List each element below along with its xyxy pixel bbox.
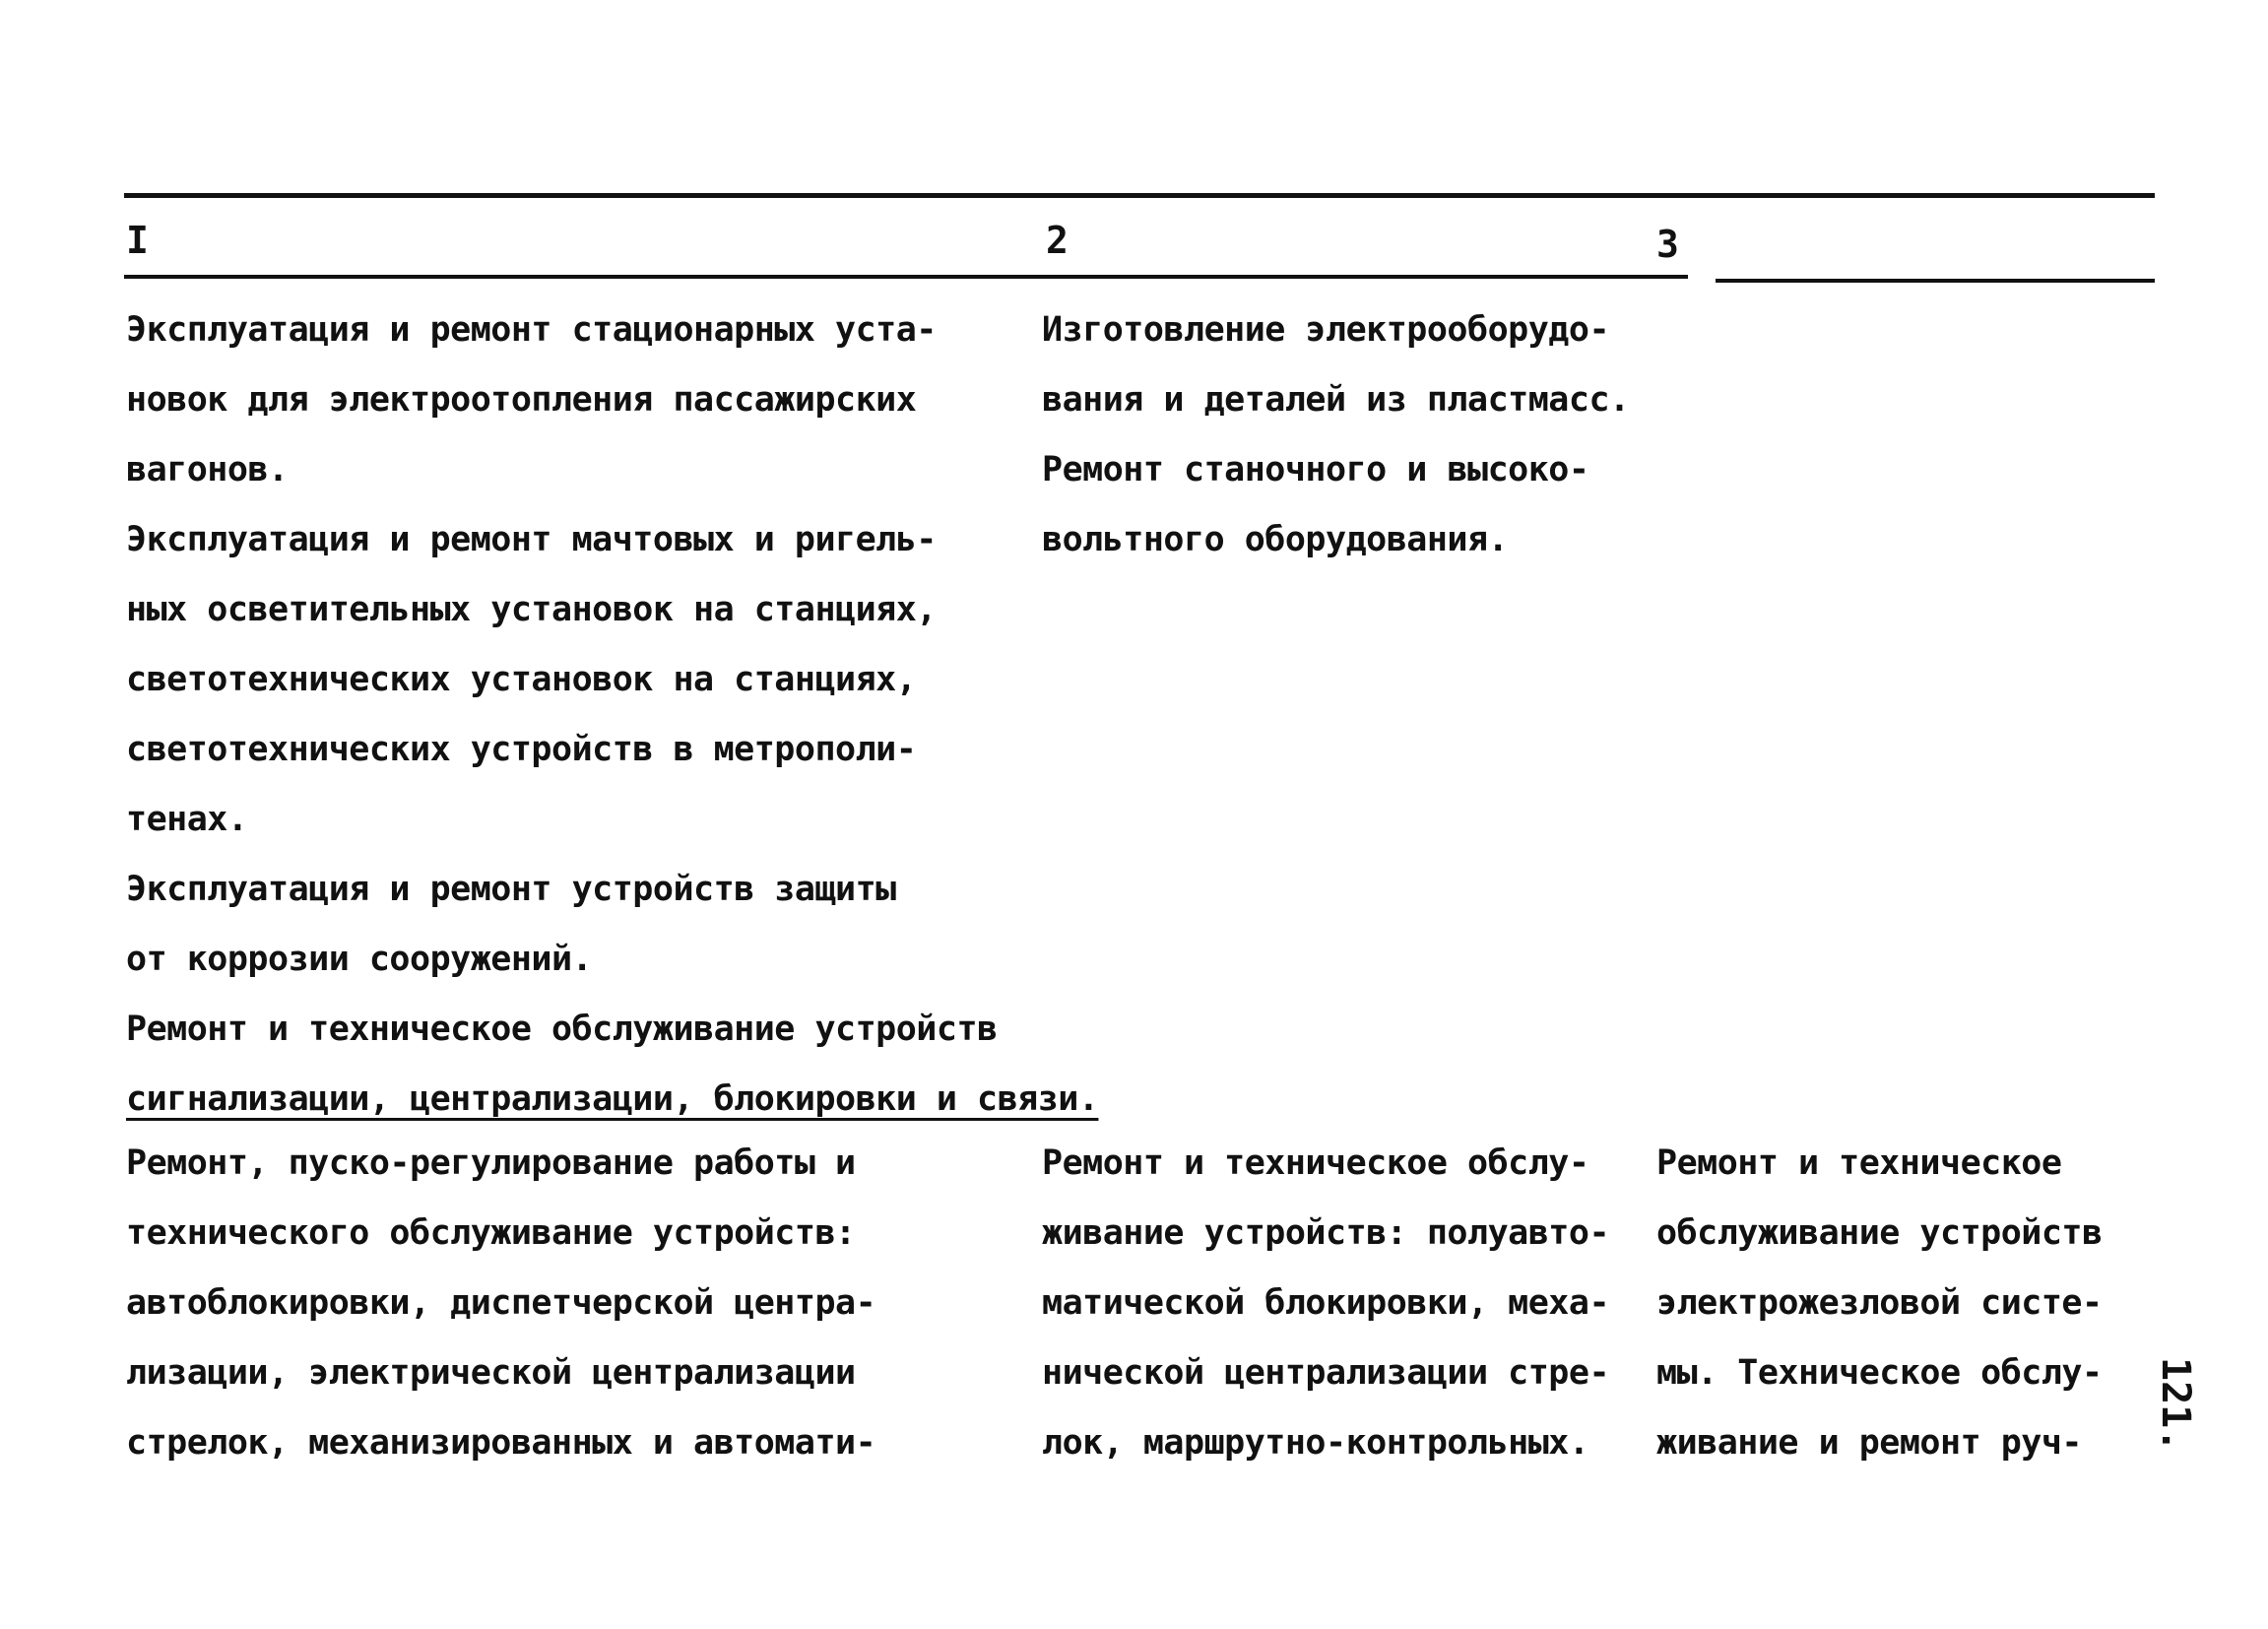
header-bottom-rule-right (1716, 279, 2155, 283)
text-line: Ремонт и техническое (1656, 1143, 2062, 1183)
text-line: вания и деталей из пластмасс. (1042, 380, 1630, 420)
text-line: Эксплуатация и ремонт стационарных уста- (126, 310, 937, 350)
text-line: ных осветительных установок на станциях, (126, 590, 937, 629)
text-line: Ремонт станочного и высоко- (1042, 450, 1589, 489)
text-line: обслуживание устройств (1656, 1213, 2103, 1253)
text-line: Ремонт, пуско-регулирование работы и (126, 1143, 856, 1183)
text-line: от коррозии сооружений. (126, 940, 593, 979)
underlined-text-line: сигнализации, централизации, блокировки и связи. (126, 1079, 1099, 1119)
text-line: Ремонт и техническое обслу- (1042, 1143, 1589, 1183)
text-line: тенах. (126, 800, 248, 839)
text-line: матической блокировки, меха- (1042, 1283, 1610, 1323)
header-bottom-rule-left (124, 275, 1688, 279)
text-line: живание устройств: полуавто- (1042, 1213, 1610, 1253)
text-line: технического обслуживание устройств: (126, 1213, 856, 1253)
text-line: Эксплуатация и ремонт мачтовых и ригель- (126, 520, 937, 559)
text-line: вольтного оборудования. (1042, 520, 1509, 559)
text-line: стрелок, механизированных и автомати- (126, 1423, 876, 1463)
text-line: лизации, электрической централизации (126, 1353, 856, 1393)
top-col2-text (1042, 295, 1630, 575)
text-line: электрожезловой систе- (1656, 1283, 2103, 1323)
text-line: нической централизации стре- (1042, 1353, 1610, 1393)
bottom-col2-text (1042, 1129, 1609, 1478)
text-line: светотехнических установок на станциях, (126, 660, 917, 699)
text-line: новок для электроотопления пассажирских (126, 380, 917, 420)
text-line: Эксплуатация и ремонт устройств защиты (126, 870, 896, 909)
text-line: светотехнических устройств в метрополи- (126, 730, 917, 769)
column-number-3: 3 (1656, 223, 1679, 266)
top-col1-text (126, 295, 1098, 1135)
table-top-rule (124, 193, 2155, 198)
column-number-1: I (126, 219, 149, 262)
column-number-2: 2 (1046, 219, 1069, 262)
text-line: живание и ремонт руч- (1656, 1423, 2083, 1463)
text-line: автоблокировки, диспетчерской центра- (126, 1283, 876, 1323)
text-line: Ремонт и техническое обслуживание устройств (126, 1010, 998, 1049)
text-line: Изготовление электрооборудо- (1042, 310, 1610, 350)
text-line: лок, маршрутно-контрольных. (1042, 1423, 1589, 1463)
page-number: 121. (2153, 1357, 2198, 1453)
bottom-col1-text (126, 1129, 875, 1478)
bottom-col3-text (1656, 1129, 2103, 1478)
text-line: вагонов. (126, 450, 289, 489)
text-line: мы. Техническое обслу- (1656, 1353, 2103, 1393)
